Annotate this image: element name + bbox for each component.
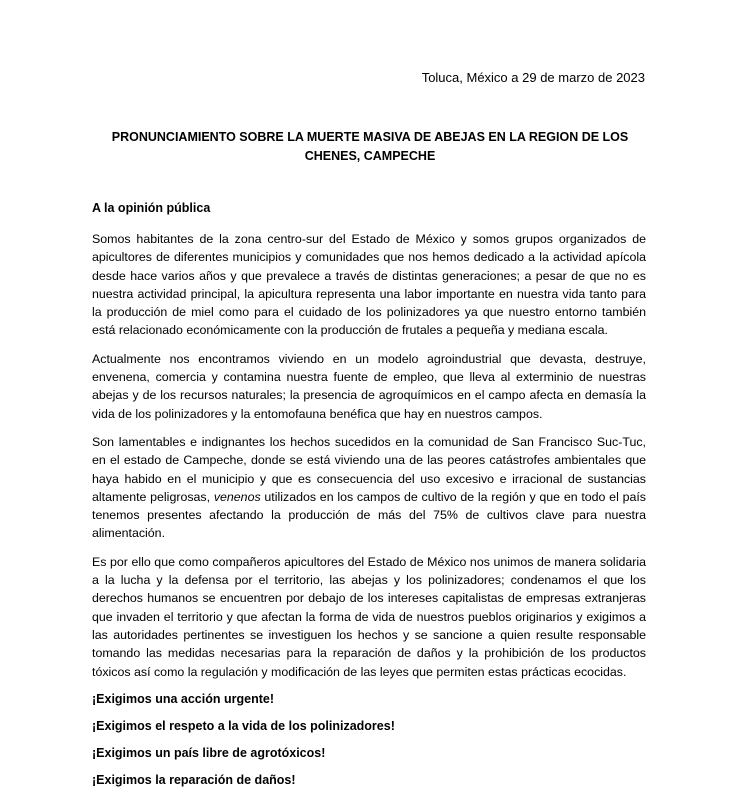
salutation: A la opinión pública: [92, 201, 211, 215]
paragraph-3-emphasis: venenos: [213, 489, 261, 504]
demand-3: ¡Exigimos un país libre de agrotóxicos!: [92, 745, 326, 760]
document-date: Toluca, México a 29 de marzo de 2023: [421, 70, 645, 85]
paragraph-4: Es por ello que como compañeros apicultores del Estado de México nos unimos de manera solidaria a la lucha y la defensa por el territorio, las abejas y los polinizadores; condenamos el que los derechos humanos se encuentren por debajo de los intereses capitalistas de empresas extranjeras que invaden el territorio y que afectan la forma de vida de nuestros pueblos originarios y exigimos a las autoridades pertinentes se investiguen los hechos y se sancione a quien resulte responsable tomando las medidas necesarias para la reparación de daños y la prohibición de los productos tóxicos así como la regulación y modificación de las leyes que permiten estas prácticas ecocidas.: [92, 554, 646, 679]
paragraph-3-before: Son lamentables e indignantes los hechos sucedidos en la comunidad de San Francisco Suc-Tuc, en el estado de Campeche, donde se está viviendo una de las peores catástrofes ambientales que haya habido en el municipio y que es consecuencia del uso excesivo e irracional de sustancias altamente peligrosas,: [92, 434, 646, 504]
demand-2: ¡Exigimos el respeto a la vida de los polinizadores!: [92, 718, 395, 733]
paragraph-1: Somos habitantes de la zona centro-sur del Estado de México y somos grupos organizados de apicultores de diferentes municipios y comunidades que nos hemos dedicado a la actividad apícola desde hace varios años y que prevalece a través de distintas generaciones; a pesar de que no es nuestra actividad principal, la apicultura representa una labor importante en nuestra vida tanto para la producción de miel como para el cuidado de los polinizadores ya que nuestro entorno también está relacionado económicamente con la producción de frutales a pequeña y mediana escala.: [92, 232, 646, 338]
demands-list: [92, 691, 646, 788]
paragraph-3-after: utilizados en los campos de cultivo de la región y que en todo el país tenemos presentes afectando la producción de más del 75% de cultivos clave para nuestra alimentación.: [92, 489, 646, 541]
document-body: [92, 230, 646, 799]
paragraph-3: [92, 433, 646, 543]
paragraph-2: Actualmente nos encontramos viviendo en un modelo agroindustrial que devasta, destruye, envenena, comercia y contamina nuestra fuente de empleo, que lleva al exterminio de nuestras abejas y de los recursos naturales; la presencia de agroquímicos en el campo afecta en demasía la vida de los polinizadores y la entomofauna benéfica que hay en nuestros campos.: [92, 351, 646, 421]
demand-1: ¡Exigimos una acción urgente!: [92, 691, 274, 706]
demand-4: ¡Exigimos la reparación de daños!: [92, 772, 296, 787]
document-title: PRONUNCIAMIENTO SOBRE LA MUERTE MASIVA DE ABEJAS EN LA REGION DE LOS CHENES, CAMPECHE: [111, 130, 629, 163]
